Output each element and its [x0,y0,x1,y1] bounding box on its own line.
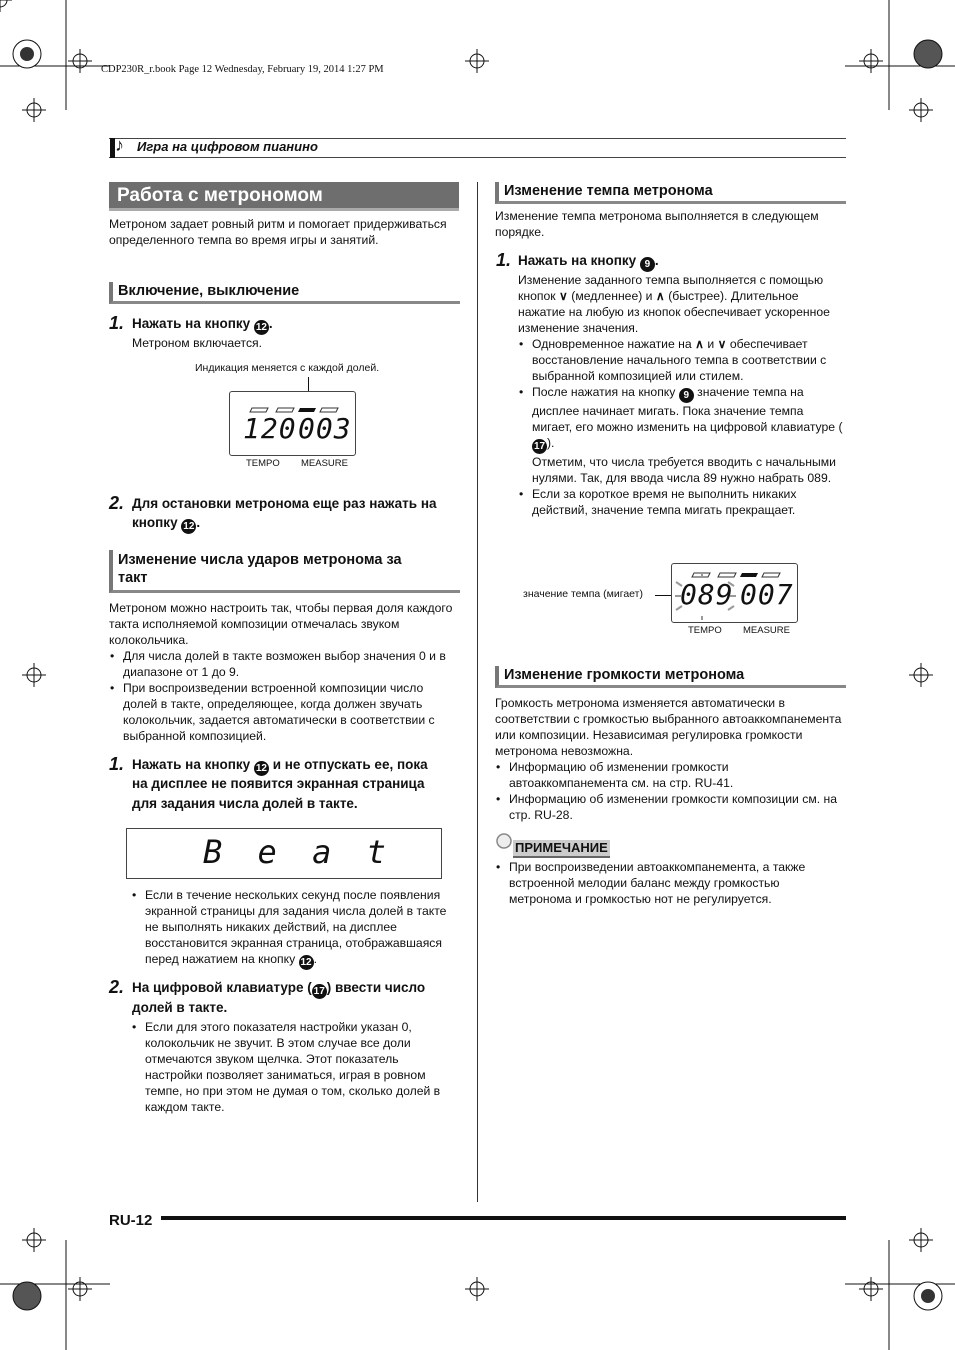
tempo-bullet1-pre: Одновременное нажатие на [532,337,692,351]
tempo-bullet1-rest: обеспечивает восстановление начального темпа в соответствии с выбранной композицией или стилем. [532,337,827,383]
note-body [495,859,845,907]
lcd-measure-value: 007 [740,578,794,611]
beats-step2-note [131,1019,458,1115]
volume-bullets [495,759,845,823]
footer-rule [161,1216,846,1220]
beats-step1-line3: для задания числа долей в такте. [132,796,358,811]
beats-step1-note [131,887,456,970]
beats-bullets [109,648,459,744]
onoff-step2-post: . [196,515,201,530]
display-callout: Индикация меняется с каждой долей. [195,362,380,374]
beats-heading-line2: такт [118,570,148,586]
lcd-tempo-value: 120 [243,412,297,445]
button-12-icon: 12 [255,322,267,333]
volume-paragraph: Громкость метронома изменяется автоматически в соответствии с громкостью выбранного автоаккомпанемента или композиции. Независимая регулировка громкости метронома невозможна. [495,696,842,758]
page-number: RU-12 [109,1212,153,1229]
volume-heading: Изменение громкости метронома [495,666,846,688]
lcd-label-measure: MEASURE [301,458,348,469]
beats-bullet: • При воспроизведении встроенной композиции число долей в такте, определяющее, когда должен звучать колокольчик, задается автоматически в соответствии с выбранной композицией. [109,680,459,744]
onoff-step2-line1: Для остановки метронома еще раз нажать на [132,496,437,511]
button-12-icon: 12 [183,521,195,532]
music-note-glyph: ♪ [115,135,124,155]
onoff-heading: Включение, выключение [109,282,460,304]
onoff-step2-pre: кнопку [132,515,178,530]
volume-bullet: • Информацию об изменении громкости композиции см. на стр. RU-28. [495,791,845,823]
button-12-icon: 12 [300,957,312,968]
tempo-description [518,272,846,518]
beats-step2-bullet: • Если для этого показателя настройки указан 0, колокольчик не звучит. В этом случае все доли отмечаются звуком щелчка. Этот показатель настройки позволяет заниматься, играя в ровном темпе, но при этом не думая о том, сколько долей в каждом такте. [131,1019,458,1115]
tempo-desc-line1: Изменение заданного темпа выполняется с помощью [518,273,824,287]
beats-step2-number: 2. [109,977,125,997]
tempo-desc-a: кнопок [518,289,556,303]
tempo-bullet2-post: ). [547,436,555,450]
beats-step2-post: ) ввести число [326,980,426,995]
section-tag: Игра на цифровом пианино [137,139,318,154]
page-title: Работа с метрономом [117,185,323,206]
onoff-step2-line2 [132,513,200,534]
beat-lcd-display [126,828,442,879]
up-arrow-icon: ∧ [695,337,704,351]
lcd-label-tempo: TEMPO [246,458,280,469]
onoff-step2-number: 2. [109,493,125,513]
beats-step1-pre: Нажать на кнопку [132,757,251,772]
tempo-lcd-display [671,563,798,623]
file-header: CDP230R_r.book Page 12 Wednesday, February 19, 2014 1:27 PM [101,64,384,75]
tempo-bullet1-mid: и [707,337,715,351]
tempo-bullet-2 [518,384,846,486]
beats-bullet: • Для числа долей в такте возможен выбор значения 0 и в диапазоне от 1 до 9. [109,648,459,680]
beats-step1-bullet-text: Если в течение нескольких секунд после появления экранной страницы для задания числа долей в такте не выполнять никаких действий, на дисплее восстановится экранная страница, отображавшаяся перед нажатием на кнопку [145,888,447,966]
beats-step2-pre: На цифровой клавиатуре ( [132,980,312,995]
beats-step1-bullet [131,887,456,970]
beats-step2-line1 [132,978,425,999]
lcd-label-tempo: TEMPO [688,625,722,636]
up-arrow-icon: ∧ [655,289,665,303]
tempo-bullet2-mid: значение темпа на дисплее начинает мигать. Пока значение темпа мигает, его можно изменить на цифровой клавиатуре ( [532,385,843,434]
beats-heading [109,550,460,593]
tempo-bullet2-pre: После нажатия на кнопку [532,385,676,399]
tempo-bullet-1 [518,336,846,384]
tempo-callout: значение темпа (мигает) [523,588,643,600]
button-9-icon: 9 [679,388,694,403]
beats-step1-line1 [132,755,428,776]
onoff-step1-subtext: Метроном включается. [132,336,263,350]
tempo-step1-number: 1. [496,250,512,270]
tempo-desc-b: (медленнее) и [571,289,653,303]
down-arrow-icon: ∨ [558,289,568,303]
note-bullet: • При воспроизведении автоаккомпанемента, а также встроенной мелодии баланс между громкостью метронома и громкостью нот не регулируется. [495,859,845,907]
lcd-measure-value: 003 [298,412,352,445]
beats-step1-bullet-post: . [313,952,317,966]
beats-step2-line2: долей в такте. [132,1000,228,1015]
beats-step1-line2: на дисплее не появится экранная страница [132,776,425,791]
tempo-heading: Изменение темпа метронома [495,182,846,204]
tempo-bullet-3: • Если за короткое время не выполнить никаких действий, значение темпа мигать прекращает. [518,486,846,518]
button-17-icon: 17 [313,986,325,997]
beat-lcd-text: B e a t [203,833,394,871]
tempo-step1-pre: Нажать на кнопку [518,253,637,268]
button-9-icon: 9 [640,257,655,272]
onoff-step1-number: 1. [109,313,125,333]
tempo-step1-text [518,251,659,272]
intro-paragraph: Метроном задает ровный ритм и помогает придерживаться определенного темпа во время игры и занятий. [109,217,447,247]
button-17-icon: 17 [533,441,546,452]
column-divider [477,182,478,1202]
onoff-step1-pre: Нажать на кнопку [132,316,251,331]
beats-step1-line1-post: и не отпускать ее, пока [272,757,428,772]
lcd-tempo-value: 089 [680,578,734,611]
tempo-step1-post: . [654,253,659,268]
tempo-desc-line2 [518,288,846,304]
beats-heading-line1: Изменение числа ударов метронома за [118,552,402,568]
volume-bullet: • Информацию об изменении громкости автоаккомпанемента см. на стр. RU-41. [495,759,845,791]
button-12-icon: 12 [255,763,267,774]
tempo-desc-c: (быстрее). Длительное [668,289,799,303]
lcd-label-measure: MEASURE [743,625,790,636]
note-label: ПРИМЕЧАНИЕ [513,840,610,858]
onoff-step1-post: . [268,316,273,331]
down-arrow-icon: ∨ [717,337,727,351]
beats-step1-number: 1. [109,754,125,774]
tempo-desc-rest: нажатие на любую из кнопок обеспечивает ускоренное изменение значения. [518,305,830,335]
beats-paragraph: Метроном можно настроить так, чтобы первая доля каждого такта исполняемой композиции отмечалась звуком колокольчика. [109,601,453,647]
magnifier-icon [495,832,515,852]
metronome-lcd-display [229,391,356,456]
onoff-step1-text [132,314,273,335]
tempo-bullet2-extra: Отметим, что числа требуется вводить с начальными нулями. Так, для ввода числа 89 нужно набрать 089. [532,455,836,485]
running-head-rule-bottom [109,157,846,158]
tempo-paragraph: Изменение темпа метронома выполняется в следующем порядке. [495,209,819,239]
